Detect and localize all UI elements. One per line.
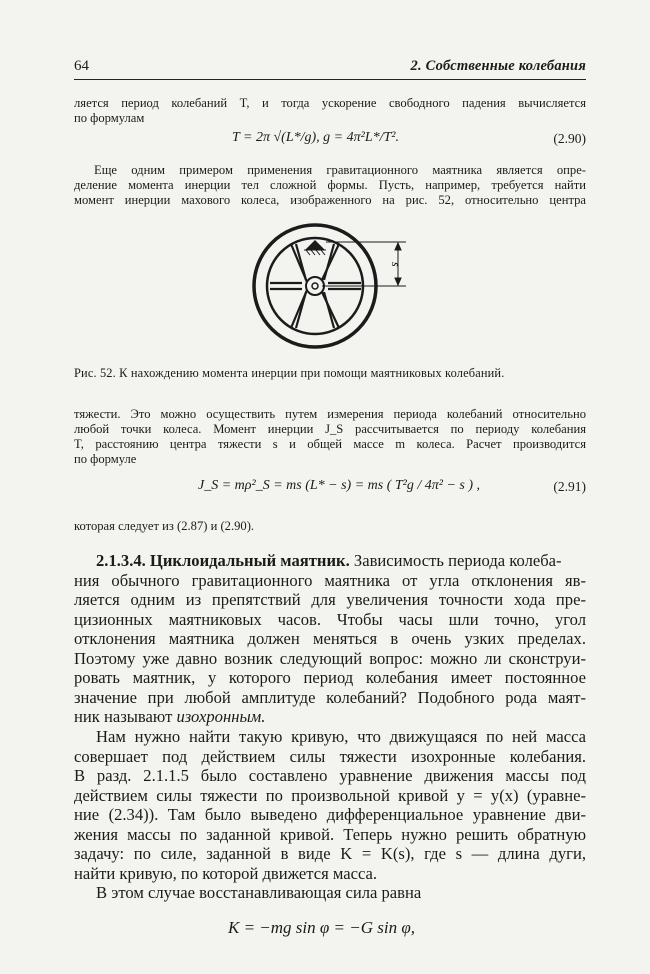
- after-equation-text: которая следует из (2.87) и (2.90).: [74, 519, 255, 533]
- text-fragment: ник называют: [74, 707, 173, 726]
- text-line: значение при любой амплитуде колебаний? Подобного рода маят-: [74, 687, 586, 707]
- wheel-hub: [306, 277, 324, 295]
- dimension-s-label: s: [389, 262, 403, 267]
- pivot-knife-edge: [305, 240, 325, 250]
- equation-number: (2.90): [553, 131, 586, 146]
- text-line: найти кривую, по которой движется масса.: [74, 863, 378, 883]
- text-line: Зависимость периода колеба-: [353, 551, 562, 570]
- section-body: [74, 571, 586, 727]
- text-line: отклонения маятника должен меняться в очень узких пределах.: [74, 629, 586, 648]
- text-line: цизионных маятниковых часов. Чтобы часы шли точно, угол: [74, 609, 586, 629]
- text-line: ляется одним из препятствий для увеличения точности хода пре-: [74, 590, 586, 609]
- paragraph-inertia: [74, 163, 586, 208]
- text-line: T, расстоянию центра тяжести s и общей массе m колеса. Расчет производится: [74, 437, 586, 451]
- text-line: действием силы тяжести по произвольной кривой y = y(x) (уравне-: [74, 785, 586, 805]
- text-line: по формуле: [74, 452, 137, 466]
- text-line: совершает под действием силы тяжести изохронные колебания.: [74, 746, 586, 766]
- equation-restoring-force: K = −mg sin φ = −G sin φ,: [228, 918, 416, 937]
- pivot-hatching: [304, 250, 326, 255]
- text-line: ровать маятник, у которого период колебания имеет постоянное: [74, 668, 586, 687]
- text-line: задачу: по силе, заданной в виде K = K(s), где s — длина дуги,: [74, 844, 586, 863]
- text-line: Нам нужно найти такую кривую, что движущаяся по ней масса: [96, 727, 586, 746]
- section-heading: 2.1.3.4. Циклоидальный маятник.: [96, 551, 350, 570]
- text-line: деление момента инерции тел сложной формы. Пусть, например, требуется найти: [74, 178, 586, 192]
- text-line: любой точки колеса. Момент инерции J_S рассчитывается по периоду колебания: [74, 422, 586, 436]
- figure-caption: Рис. 52. К нахождению момента инерции при помощи маятниковых колебаний.: [74, 366, 505, 380]
- flywheel-figure: [230, 212, 430, 362]
- text-line: ние (2.34)). Там было выведено дифференциальное уравнение дви-: [74, 805, 586, 824]
- section-heading-line: [96, 551, 586, 571]
- text-line: момент инерции махового колеса, изображенного на рис. 52, относительно центра: [74, 193, 586, 207]
- header-rule: [74, 79, 586, 80]
- paragraph-restoring-force: В этом случае восстанавливающая сила равна: [96, 883, 422, 902]
- text-line-final: [74, 707, 586, 727]
- text-line: по формулам: [74, 111, 145, 125]
- intro-paragraph: [74, 96, 586, 126]
- equation-number: (2.91): [553, 479, 586, 494]
- page-number: 64: [74, 58, 89, 74]
- text-line: ляется период колебаний T, и тогда ускорение свободного падения вычисляется: [74, 96, 586, 110]
- text-line: В разд. 2.1.1.5 было составлено уравнение движения массы под: [74, 766, 586, 785]
- paragraph-gravity-center: [74, 407, 586, 467]
- text-line: Поэтому уже давно возник следующий вопрос: можно ли сконструи-: [74, 648, 586, 668]
- text-line: ния обычного гравитационного маятника от угла отклонения яв-: [74, 570, 586, 590]
- text-line: жения массы по заданной кривой. Теперь нужно решить обратную: [74, 824, 586, 844]
- paragraph-curve: [74, 727, 586, 883]
- equation-2-91: J_S = mρ²_S = ms (L* − s) = ms ( T²g / 4π² − s ) ,: [198, 478, 481, 493]
- chapter-title: 2. Собственные колебания: [410, 58, 586, 74]
- text-line: Еще одним примером применения гравитационного маятника является опре-: [94, 163, 586, 177]
- equation-2-90: T = 2π √(L*/g), g = 4π²L*/T².: [232, 130, 399, 145]
- term-isochronous: изохронным.: [176, 707, 266, 726]
- text-line: тяжести. Это можно осуществить путем измерения периода колебаний относительно: [74, 407, 586, 421]
